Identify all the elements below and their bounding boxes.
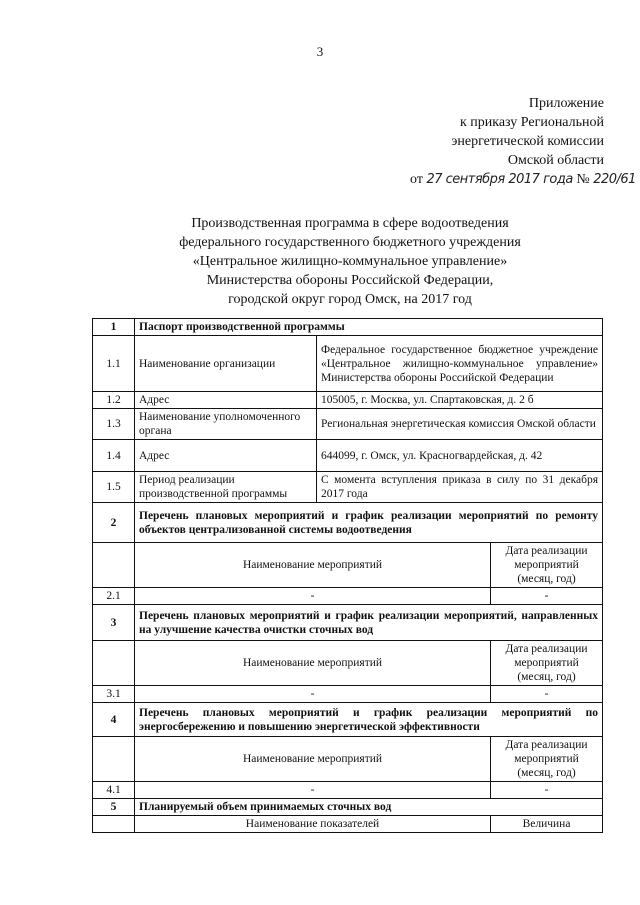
row-number: 4.1 bbox=[93, 782, 135, 799]
section-3-row bbox=[93, 605, 603, 641]
annex-line-2: к приказу Региональной bbox=[459, 115, 604, 130]
row-label: Наименование организации bbox=[135, 336, 317, 392]
column-header-date: Дата реализации мероприятий (месяц, год) bbox=[491, 641, 603, 686]
row-name: - bbox=[135, 588, 491, 605]
section-title: Перечень плановых мероприятий и график реализации мероприятий по ремонту объектов централизованной системы водоотведения bbox=[135, 503, 603, 543]
row-value: 644099, г. Омск, ул. Красногвардейская, д. 42 bbox=[317, 440, 603, 472]
row-label: Период реализации производственной программы bbox=[135, 472, 317, 503]
section-5-row bbox=[93, 799, 603, 816]
table-row bbox=[93, 588, 603, 605]
table-row bbox=[93, 392, 603, 409]
program-table bbox=[92, 318, 603, 833]
section-title: Перечень плановых мероприятий и график реализации мероприятий, направленных на улучшение качества очистки сточных вод bbox=[135, 605, 603, 641]
row-name: - bbox=[135, 686, 491, 703]
section-2-header-row bbox=[93, 543, 603, 588]
handwritten-date: 27 сентября 2017 года bbox=[426, 172, 573, 187]
row-label: Адрес bbox=[135, 440, 317, 472]
row-value: Федеральное государственное бюджетное учреждение «Центральное жилищно-коммунальное управление» Министерства обороны Российской Федерации bbox=[317, 336, 603, 392]
row-label: Адрес bbox=[135, 392, 317, 409]
column-header-indicator: Наименование показателей bbox=[135, 816, 491, 833]
table-row bbox=[93, 336, 603, 392]
row-number: 1.3 bbox=[93, 409, 135, 440]
section-title: Паспорт производственной программы bbox=[135, 319, 603, 336]
annex-block bbox=[410, 94, 636, 189]
section-2-row bbox=[93, 503, 603, 543]
column-header-name: Наименование мероприятий bbox=[135, 737, 491, 782]
table-row bbox=[93, 409, 603, 440]
number-label: № bbox=[576, 172, 590, 187]
column-header-name: Наименование мероприятий bbox=[135, 543, 491, 588]
row-number: 1.4 bbox=[93, 440, 135, 472]
section-number: 4 bbox=[93, 703, 135, 737]
table-row bbox=[93, 782, 603, 799]
section-3-header-row bbox=[93, 641, 603, 686]
row-number: 1.2 bbox=[93, 392, 135, 409]
row-label: Наименование уполномоченного органа bbox=[135, 409, 317, 440]
page-number: 3 bbox=[316, 44, 324, 59]
section-number: 3 bbox=[93, 605, 135, 641]
row-number: 1.5 bbox=[93, 472, 135, 503]
title-line-5: городской округ город Омск, на 2017 год bbox=[228, 292, 472, 307]
row-number: 2.1 bbox=[93, 588, 135, 605]
row-number: 3.1 bbox=[93, 686, 135, 703]
title-line-3: «Центральное жилищно-коммунальное управление» bbox=[192, 254, 508, 269]
table-row bbox=[93, 472, 603, 503]
table-row bbox=[93, 440, 603, 472]
section-number: 5 bbox=[93, 799, 135, 816]
annex-line-1: Приложение bbox=[528, 96, 604, 111]
column-header-date: Дата реализации мероприятий (месяц, год) bbox=[491, 543, 603, 588]
section-4-row bbox=[93, 703, 603, 737]
empty-cell bbox=[93, 816, 135, 833]
row-value: Региональная энергетическая комиссия Омской области bbox=[317, 409, 603, 440]
empty-cell bbox=[93, 543, 135, 588]
table-row bbox=[93, 686, 603, 703]
column-header-value: Величина bbox=[491, 816, 603, 833]
section-number: 1 bbox=[93, 319, 135, 336]
annex-line-3: энергетической комиссии bbox=[451, 134, 604, 149]
section-title: Перечень плановых мероприятий и график реализации мероприятий по энергосбережению и повышению энергетической эффективности bbox=[135, 703, 603, 737]
from-label: от bbox=[410, 172, 423, 187]
row-value: С момента вступления приказа в силу по 31 декабря 2017 года bbox=[317, 472, 603, 503]
section-5-header-row bbox=[93, 816, 603, 833]
section-4-header-row bbox=[93, 737, 603, 782]
document-title bbox=[60, 214, 640, 309]
section-title: Планируемый объем принимаемых сточных вод bbox=[135, 799, 603, 816]
section-1-row bbox=[93, 319, 603, 336]
row-value: 105005, г. Москва, ул. Спартаковская, д. 2 б bbox=[317, 392, 603, 409]
title-line-1: Производственная программа в сфере водоотведения bbox=[191, 216, 509, 231]
row-date: - bbox=[491, 686, 603, 703]
empty-cell bbox=[93, 641, 135, 686]
column-header-name: Наименование мероприятий bbox=[135, 641, 491, 686]
column-header-date: Дата реализации мероприятий (месяц, год) bbox=[491, 737, 603, 782]
empty-cell bbox=[93, 737, 135, 782]
row-date: - bbox=[491, 782, 603, 799]
title-line-2: федерального государственного бюджетного учреждения bbox=[179, 235, 521, 250]
row-date: - bbox=[491, 588, 603, 605]
annex-line-4: Омской области bbox=[507, 153, 604, 168]
section-number: 2 bbox=[93, 503, 135, 543]
handwritten-number: 220/61 bbox=[593, 172, 636, 187]
row-name: - bbox=[135, 782, 491, 799]
row-number: 1.1 bbox=[93, 336, 135, 392]
annex-date-line bbox=[410, 170, 636, 189]
title-line-4: Министерства обороны Российской Федерации, bbox=[206, 273, 494, 288]
